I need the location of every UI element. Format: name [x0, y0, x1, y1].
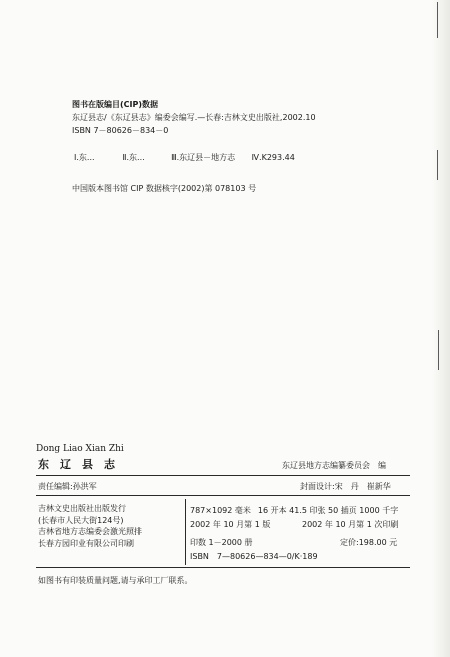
publisher-line: 吉林文史出版社出版发行 — [38, 504, 126, 513]
title-pinyin: Dong Liao Xian Zhi — [36, 444, 124, 454]
divider-line — [36, 475, 410, 476]
footer-note: 如图书有印装质量问题,请与承印工厂联系。 — [38, 576, 193, 585]
cip-classification — [74, 153, 295, 163]
responsible-editor: 责任编辑:孙洪军 — [38, 482, 97, 491]
spec-item: 16 开本 41.5 印张 50 插页 1000 千字 — [257, 506, 399, 515]
classification-item: Ⅲ.东辽县－地方志 — [171, 153, 236, 162]
publisher-info — [38, 503, 142, 549]
crop-mark — [437, 2, 438, 38]
cip-isbn: ISBN 7－80626－834－0 — [72, 126, 169, 135]
price: 定价:198.00 元 — [340, 538, 398, 547]
page-spine-shadow — [432, 0, 450, 657]
crop-mark — [437, 150, 438, 180]
column-divider — [185, 499, 186, 565]
isbn-full: ISBN 7—80626—834—0/K·189 — [190, 552, 318, 561]
publisher-line: (长春市人民大街124号) — [38, 515, 124, 525]
divider-line — [36, 495, 410, 496]
book-title: 东 辽 县 志 — [38, 458, 115, 471]
publisher-line: 吉林省地方志编委会激光照排 — [38, 527, 142, 536]
spec-item: 787×1092 毫米 — [190, 506, 251, 515]
divider-line — [36, 567, 410, 568]
cip-bibliographic-line: 东辽县志/《东辽县志》编委会编写.—长春:吉林文史出版社,2002.10 — [72, 113, 316, 122]
crop-mark — [438, 330, 439, 370]
publisher-line: 长春方园印业有限公司印刷 — [38, 538, 134, 548]
cip-library-note: 中国版本图书馆 CIP 数据核字(2002)第 078103 号 — [72, 184, 257, 193]
classification-item: Ⅰ.东... — [74, 153, 95, 162]
cip-heading: 图书在版编目(CIP)数据 — [72, 100, 159, 109]
compiler-credit: 东辽县地方志编纂委员会 编 — [282, 461, 386, 470]
printing-date: 2002 年 10 月第 1 次印刷 — [302, 520, 399, 529]
edition-info — [190, 520, 410, 530]
classification-item: Ⅳ.K293.44 — [251, 153, 295, 162]
classification-item: Ⅱ.东... — [122, 153, 145, 162]
edition-date: 2002 年 10 月第 1 版 — [190, 520, 271, 529]
book-specifications — [190, 506, 398, 516]
cover-designer: 封面设计:宋 丹 崔新华 — [300, 482, 391, 491]
print-count: 印数 1－2000 册 — [190, 538, 253, 547]
